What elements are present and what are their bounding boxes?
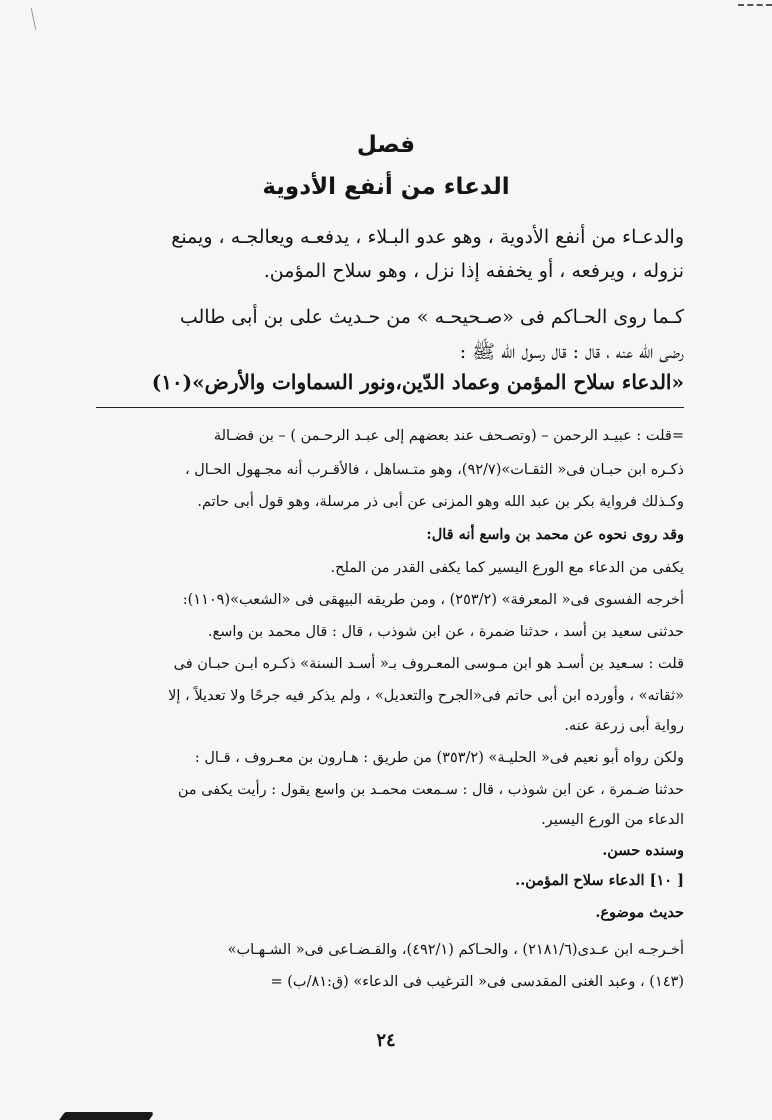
footnote-separator [96,407,684,408]
footnote-line: وكـذلك فرواية بكر بن عبد الله وهو المزنى عن أبى ذر مرسلة، وهو قول أبى حاتم. [197,494,684,510]
hadith-text: «الدعاء سلاح المؤمن وعماد الدّين،ونور السماوات والأرض»(١٠) [151,370,684,394]
footnote-line: =قلت : عبيـد الرحمن – (وتصـحف عند بعضهم إلى عبـد الرحـمن ) – بن فضـالة [213,428,684,444]
chapter-title: الدعاء من أنفع الأدوية [262,174,510,200]
section-heading: فصل [356,132,416,158]
footnote-number-entry: [ ١٠] الدعاء سلاح المؤمن.. [515,872,684,889]
page-number: ٢٤ [376,1030,396,1051]
footnote-line: حدثنا ضـمرة ، عن ابن شوذب ، قال : سـمعت محمـد بن واسع يقول : رأيت يكفى من [177,782,684,798]
footnote-line: يكفى من الدعاء مع الورع اليسير كما يكفى القدر من الملح. [330,560,684,576]
footnote-line: الدعاء من الورع اليسير. [541,812,684,828]
footnote-line: حدثنى سعيد بن أسد ، حدثنا ضمرة ، عن ابن شوذب ، قال : قال محمد بن واسع. [207,624,684,640]
main-line-3: كـما روى الحـاكم فى «صـحيحـه » من حـديث على بن أبى طالب [179,306,684,328]
scan-mark [31,8,37,30]
footnote-verdict: وسنده حسن. [602,842,684,859]
main-line-1: والدعـاء من أنفع الأدوية ، وهو عدو البـلاء ، يدفعـه ويعالجـه ، ويمنع [171,226,684,248]
footnote-line: (١٤٣) ، وعبد الغنى المقدسى فى« الترغيب فى الدعاء» (ق:٨١/ب) = [270,974,684,990]
main-line-4: رضى اللّه عنه ، قال : قال رسول الله ﷺ : [459,341,684,363]
top-edge-mark [738,4,772,6]
footnote-line: ولكن رواه أبو نعيم فى« الحليـة» (٣٥٣/٢) من طريق : هـارون بن معـروف ، قـال : [194,750,684,766]
footnote-line: رواية أبى زرعة عنه. [564,718,684,734]
main-line-2: نزوله ، ويرفعه ، أو يخففه إذا نزل ، وهو سلاح المؤمن. [263,260,684,282]
footnote-line: قلت : سـعيد بن أسـد هو ابن مـوسى المعـروف بـ« أسـد السنة» ذكـره ابـن حبـان فى [173,656,684,672]
footnote-line: «ثقاته» ، وأورده ابن أبى حاتم فى«الجرح والتعديل» ، ولم يذكر فيه جرحًا ولا تعديلاً ، إلا [168,688,684,704]
footnote-line: ذكـره ابن حبـان فى« الثقـات»(٩٢/٧)، وهو متـساهل ، فالأقـرب أنه مجـهول الحـال ، [184,462,684,478]
footnote-line: أخرجه الفسوى فى« المعرفة» (٢٥٣/٢) ، ومن طريقه البيهقى فى «الشعب»(١١٠٩): [182,592,684,608]
footnote-line: أخـرجـه ابن عـدى(٢١٨١/٦) ، والحـاكم (٤٩٢/١)، والقـضـاعى فى« الشـهـاب» [227,942,684,958]
footnote-subheading: وقد روى نحوه عن محمد بن واسع أنه قال: [426,526,684,543]
scan-shadow [59,1112,155,1120]
footnote-verdict: حديث موضوع. [595,904,684,921]
